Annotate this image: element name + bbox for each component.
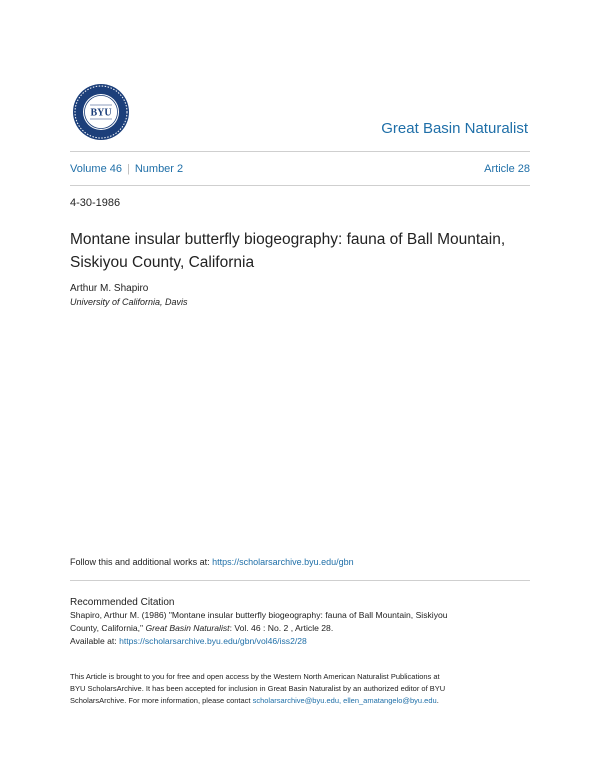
meta-separator: | — [126, 163, 130, 175]
publication-date: 4-30-1986 — [70, 197, 121, 209]
available-url-link[interactable]: https://scholarsarchive.byu.edu/gbn/vol46/iss2/28 — [119, 636, 307, 646]
seal-icon — [72, 83, 130, 141]
author-affiliation: University of California, Davis — [70, 297, 188, 307]
number-link[interactable]: Number 2 — [134, 163, 184, 175]
citation-text — [70, 609, 532, 648]
citation-divider — [70, 580, 530, 581]
article-title — [70, 228, 540, 274]
follow-url-link[interactable]: https://scholarsarchive.byu.edu/gbn — [212, 557, 354, 567]
follow-works — [70, 557, 354, 567]
journal-title-link[interactable]: Great Basin Naturalist — [381, 120, 528, 137]
citation-line-2 — [70, 622, 532, 635]
byu-seal-logo — [72, 83, 130, 141]
notice-line-3 — [70, 695, 532, 707]
available-label: Available at: — [70, 636, 117, 646]
citation-line-3 — [70, 635, 532, 648]
contact-email-link[interactable]: scholarsarchive@byu.edu, ellen_amatangelo@byu.edu — [252, 696, 437, 705]
issue-meta-row — [70, 163, 530, 175]
notice-line-2: BYU ScholarsArchive. It has been accepted for inclusion in Great Basin Naturalist by an authorized editor of BYU — [70, 684, 446, 693]
volume-link[interactable]: Volume 46 — [70, 163, 122, 175]
meta-divider — [70, 185, 530, 186]
seal-text: BYU — [90, 107, 112, 119]
citation-line-2-post: : Vol. 46 : No. 2 , Article 28. — [229, 623, 334, 633]
follow-text: Follow this and additional works at: — [70, 557, 210, 567]
author-name: Arthur M. Shapiro — [70, 283, 149, 294]
notice-line-1: This Article is brought to you for free and open access by the Western North American Naturalist Publications at — [70, 672, 440, 681]
article-title-line-2: Siskiyou County, California — [70, 254, 255, 271]
citation-line-1: Shapiro, Arthur M. (1986) "Montane insular butterfly biogeography: fauna of Ball Mountain, Siskiyou — [70, 610, 448, 620]
notice-line-3-pre: ScholarsArchive. For more information, please contact — [70, 696, 251, 705]
notice-line-3-post: . — [436, 696, 439, 705]
article-link[interactable]: Article 28 — [484, 163, 530, 175]
access-notice — [70, 671, 532, 707]
article-title-line-1: Montane insular butterfly biogeography: fauna of Ball Mountain, — [70, 231, 506, 248]
recommended-citation-heading: Recommended Citation — [70, 597, 175, 608]
citation-journal-italic: Great Basin Naturalist — [145, 623, 230, 633]
top-divider — [70, 151, 530, 152]
citation-line-2-pre: County, California," — [70, 623, 144, 633]
